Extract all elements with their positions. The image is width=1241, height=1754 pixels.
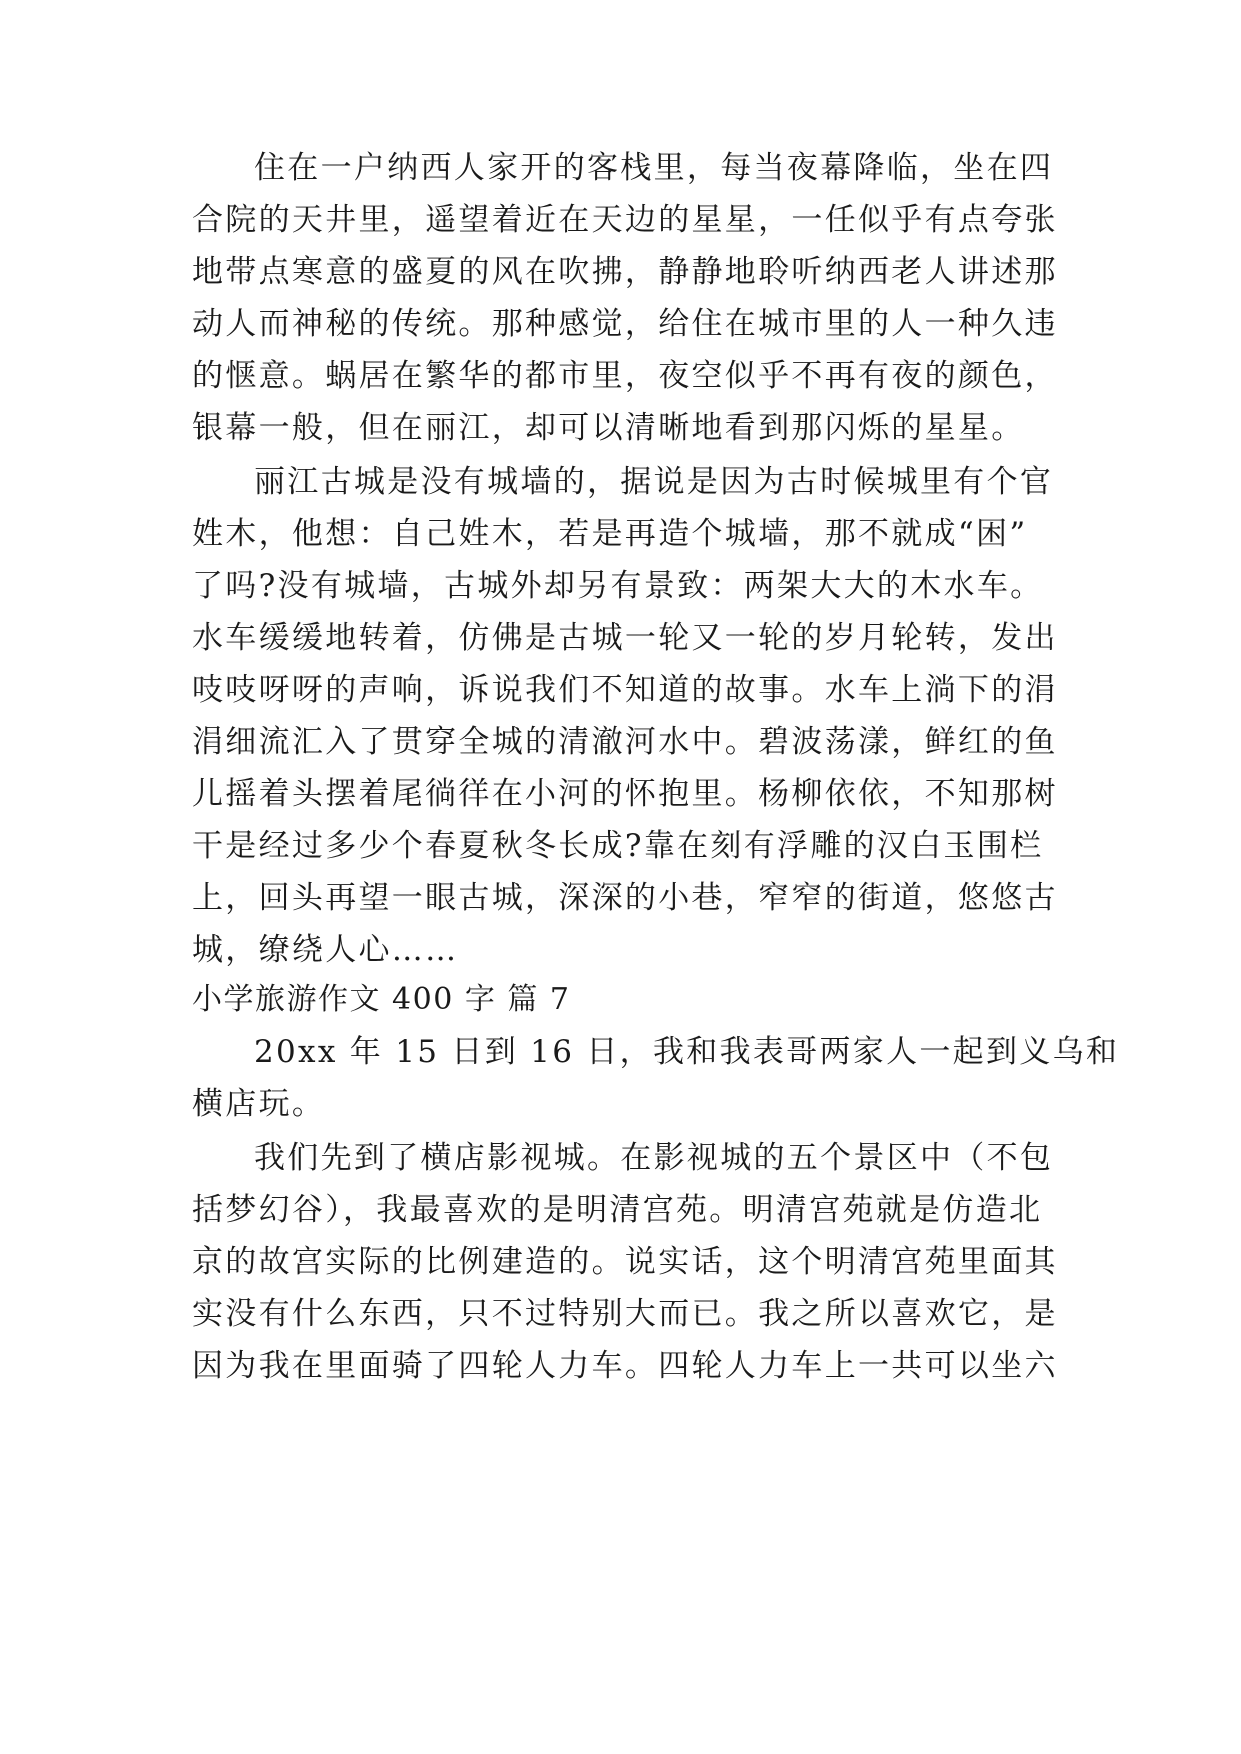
paragraph-line: 的惬意。蜗居在繁华的都市里，夜空似乎不再有夜的颜色，: [192, 358, 1058, 394]
paragraph-line: 因为我在里面骑了四轮人力车。四轮人力车上一共可以坐六: [192, 1348, 1058, 1384]
paragraph-line: 丽江古城是没有城墙的，据说是因为古时候城里有个官: [254, 464, 1054, 500]
paragraph-line: 干是经过多少个春夏秋冬长成?靠在刻有浮雕的汉白玉围栏: [192, 828, 1044, 864]
paragraph-line: 银幕一般，但在丽江，却可以清晰地看到那闪烁的星星。: [192, 410, 1025, 446]
paragraph-line: 住在一户纳西人家开的客栈里，每当夜幕降临，坐在四: [254, 150, 1054, 186]
section-heading: 小学旅游作文 400 字 篇 7: [192, 982, 571, 1017]
paragraph-line: 京的故宫实际的比例建造的。说实话，这个明清宫苑里面其: [192, 1244, 1058, 1280]
paragraph-line: 地带点寒意的盛夏的风在吹拂，静静地聆听纳西老人讲述那: [192, 254, 1058, 290]
paragraph-line: 姓木，他想：自己姓木，若是再造个城墙，那不就成“困”: [192, 516, 1028, 552]
paragraph-line: 上，回头再望一眼古城，深深的小巷，窄窄的街道，悠悠古: [192, 880, 1058, 916]
paragraph-line: 我们先到了横店影视城。在影视城的五个景区中（不包: [254, 1140, 1054, 1176]
paragraph-line: 括梦幻谷），我最喜欢的是明清宫苑。明清宫苑就是仿造北: [192, 1192, 1043, 1228]
paragraph-line: 儿摇着头摆着尾徜徉在小河的怀抱里。杨柳依依，不知那树: [192, 776, 1058, 812]
paragraph-line: 城，缭绕人心……: [192, 932, 459, 968]
paragraph-line: 动人而神秘的传统。那种感觉，给住在城市里的人一种久违: [192, 306, 1058, 342]
paragraph-line: 吱吱呀呀的声响，诉说我们不知道的故事。水车上淌下的涓: [192, 672, 1058, 708]
paragraph-line: 水车缓缓地转着，仿佛是古城一轮又一轮的岁月轮转，发出: [192, 620, 1058, 656]
paragraph-line: 涓细流汇入了贯穿全城的清澈河水中。碧波荡漾，鲜红的鱼: [192, 724, 1058, 760]
paragraph-line: 合院的天井里，遥望着近在天边的星星，一任似乎有点夸张: [192, 202, 1058, 238]
paragraph-line: 20xx 年 15 日到 16 日，我和我表哥两家人一起到义乌和: [254, 1034, 1120, 1070]
paragraph-line: 横店玩。: [192, 1086, 326, 1122]
paragraph-line: 了吗?没有城墙，古城外却另有景致：两架大大的木水车。: [192, 568, 1044, 604]
paragraph-line: 实没有什么东西，只不过特别大而已。我之所以喜欢它，是: [192, 1296, 1058, 1332]
